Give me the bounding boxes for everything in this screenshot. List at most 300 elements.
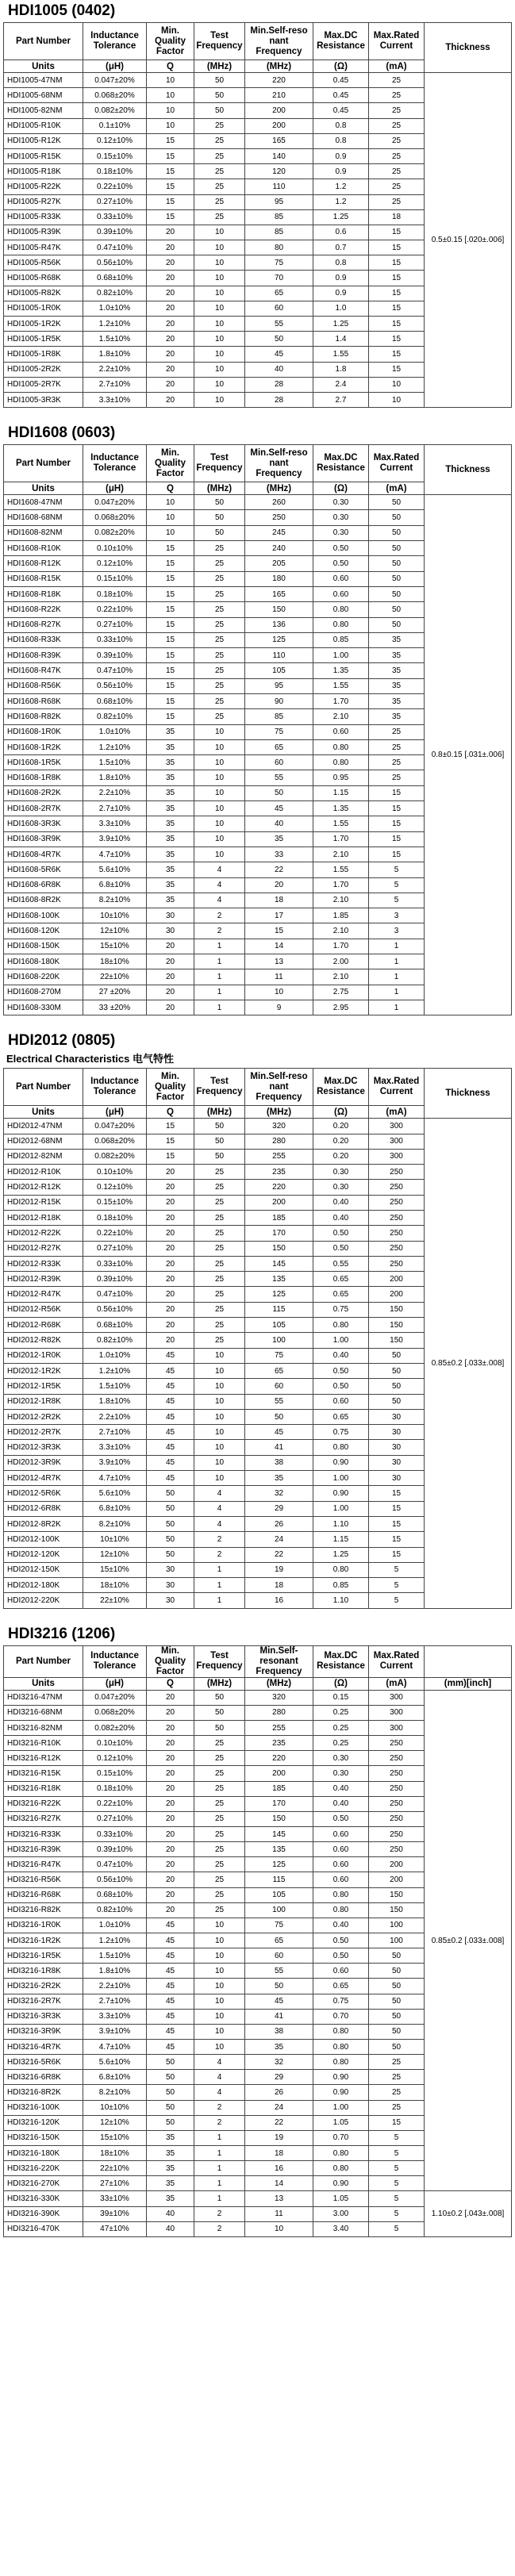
part-number-cell: HDI1608-220K <box>4 969 83 985</box>
srf-cell: 70 <box>245 271 313 286</box>
dc-resistance-cell: 0.30 <box>313 495 369 510</box>
srf-cell: 75 <box>245 255 313 271</box>
rated-current-cell: 200 <box>369 1872 425 1887</box>
thickness-cell: 0.85±0.2 [.033±.008] <box>425 1119 512 1609</box>
unit-part: Units <box>4 1106 83 1119</box>
srf-cell: 22 <box>245 2115 313 2130</box>
dc-resistance-cell: 0.50 <box>313 556 369 571</box>
thickness-cell: 0.5±0.15 [.020±.006] <box>425 73 512 408</box>
inductance-cell: 18±10% <box>83 954 147 969</box>
srf-cell: 50 <box>245 785 313 800</box>
srf-cell: 135 <box>245 1842 313 1857</box>
inductance-cell: 2.7±10% <box>83 1994 147 2009</box>
srf-cell: 10 <box>245 2221 313 2236</box>
unit-ind: (μH) <box>83 482 147 495</box>
part-number-cell: HDI1608-R10K <box>4 541 83 556</box>
header-q: Min. Quality Factor <box>147 445 194 482</box>
srf-cell: 28 <box>245 392 313 407</box>
test-frequency-cell: 10 <box>194 1440 245 1455</box>
quality-factor-cell: 20 <box>147 1333 194 1348</box>
rated-current-cell: 250 <box>369 1826 425 1841</box>
dc-resistance-cell: 0.9 <box>313 164 369 179</box>
table-row <box>4 1119 512 1134</box>
srf-cell: 45 <box>245 347 313 362</box>
rated-current-cell: 250 <box>369 1766 425 1781</box>
unit-freq: (MHz) <box>194 482 245 495</box>
test-frequency-cell: 10 <box>194 1363 245 1378</box>
inductance-cell: 1.5±10% <box>83 1948 147 1964</box>
inductance-cell: 0.56±10% <box>83 1872 147 1887</box>
quality-factor-cell: 20 <box>147 301 194 316</box>
inductance-cell: 8.2±10% <box>83 893 147 908</box>
unit-cur: (mA) <box>369 60 425 73</box>
srf-cell: 220 <box>245 73 313 88</box>
inductance-cell: 0.12±10% <box>83 133 147 148</box>
header-row <box>4 445 512 482</box>
test-frequency-cell: 25 <box>194 1272 245 1287</box>
inductance-cell: 3.3±10% <box>83 1440 147 1455</box>
quality-factor-cell: 20 <box>147 392 194 407</box>
inductance-cell: 0.82±10% <box>83 1902 147 1918</box>
test-frequency-cell: 10 <box>194 1964 245 1979</box>
test-frequency-cell: 25 <box>194 1211 245 1226</box>
dc-resistance-cell: 1.15 <box>313 1532 369 1547</box>
quality-factor-cell: 20 <box>147 1781 194 1796</box>
dc-resistance-cell: 0.25 <box>313 1721 369 1736</box>
inductance-cell: 1.2±10% <box>83 739 147 754</box>
inductance-cell: 0.068±20% <box>83 1134 147 1149</box>
dc-resistance-cell: 0.40 <box>313 1796 369 1811</box>
quality-factor-cell: 10 <box>147 88 194 103</box>
srf-cell: 41 <box>245 1440 313 1455</box>
test-frequency-cell: 25 <box>194 1811 245 1826</box>
quality-factor-cell: 45 <box>147 1471 194 1486</box>
rated-current-cell: 50 <box>369 541 425 556</box>
part-number-cell: HDI2012-100K <box>4 1532 83 1547</box>
part-number-cell: HDI1608-R68K <box>4 693 83 708</box>
header-dc-resistance: Max.DC Resistance <box>313 445 369 482</box>
srf-cell: 11 <box>245 2206 313 2221</box>
test-frequency-cell: 1 <box>194 2161 245 2176</box>
srf-cell: 22 <box>245 1547 313 1562</box>
inductance-cell: 0.18±10% <box>83 164 147 179</box>
test-frequency-cell: 1 <box>194 1000 245 1015</box>
test-frequency-cell: 25 <box>194 541 245 556</box>
srf-cell: 136 <box>245 617 313 632</box>
test-frequency-cell: 25 <box>194 1736 245 1751</box>
quality-factor-cell: 15 <box>147 678 194 693</box>
srf-cell: 125 <box>245 1287 313 1302</box>
inductance-cell: 0.10±10% <box>83 1736 147 1751</box>
inductance-cell: 33±10% <box>83 2191 147 2206</box>
rated-current-cell: 100 <box>369 1918 425 1933</box>
dc-resistance-cell: 1.05 <box>313 2191 369 2206</box>
inductance-cell: 1.5±10% <box>83 1379 147 1394</box>
quality-factor-cell: 50 <box>147 1501 194 1516</box>
quality-factor-cell: 15 <box>147 602 194 617</box>
rated-current-cell: 25 <box>369 2085 425 2100</box>
part-number-cell: HDI2012-R10K <box>4 1165 83 1180</box>
rated-current-cell: 50 <box>369 617 425 632</box>
dc-resistance-cell: 1.4 <box>313 332 369 347</box>
rated-current-cell: 15 <box>369 225 425 240</box>
header-test-frequency: Test Frequency <box>194 1645 245 1677</box>
dc-resistance-cell: 0.90 <box>313 1486 369 1501</box>
inductance-cell: 3.9±10% <box>83 831 147 847</box>
srf-cell: 260 <box>245 495 313 510</box>
part-number-cell: HDI3216-270K <box>4 2176 83 2191</box>
srf-cell: 105 <box>245 1887 313 1902</box>
rated-current-cell: 50 <box>369 495 425 510</box>
part-number-cell: HDI1005-82NM <box>4 103 83 118</box>
dc-resistance-cell: 0.8 <box>313 255 369 271</box>
rated-current-cell: 25 <box>369 103 425 118</box>
part-number-cell: HDI2012-1R2K <box>4 1363 83 1378</box>
dc-resistance-cell: 1.00 <box>313 648 369 663</box>
srf-cell: 85 <box>245 709 313 724</box>
part-number-cell: HDI3216-8R2K <box>4 2085 83 2100</box>
rated-current-cell: 10 <box>369 377 425 392</box>
inductance-cell: 5.6±10% <box>83 862 147 877</box>
quality-factor-cell: 20 <box>147 332 194 347</box>
unit-part: Units <box>4 1677 83 1690</box>
part-number-cell: HDI2012-R56K <box>4 1302 83 1317</box>
test-frequency-cell: 10 <box>194 1455 245 1470</box>
inductance-cell: 1.8±10% <box>83 347 147 362</box>
test-frequency-cell: 2 <box>194 908 245 923</box>
srf-cell: 65 <box>245 1363 313 1378</box>
srf-cell: 245 <box>245 525 313 540</box>
header-q: Min. Quality Factor <box>147 23 194 60</box>
unit-part: Units <box>4 482 83 495</box>
test-frequency-cell: 2 <box>194 1532 245 1547</box>
rated-current-cell: 25 <box>369 770 425 785</box>
inductance-cell: 0.27±10% <box>83 1241 147 1256</box>
part-number-cell: HDI1005-3R3K <box>4 392 83 407</box>
quality-factor-cell: 20 <box>147 1226 194 1241</box>
table-row <box>4 73 512 88</box>
part-number-cell: HDI1608-2R2K <box>4 785 83 800</box>
quality-factor-cell: 35 <box>147 847 194 862</box>
rated-current-cell: 1 <box>369 985 425 1000</box>
quality-factor-cell: 20 <box>147 1842 194 1857</box>
header-thickness: Thickness <box>425 1069 512 1119</box>
rated-current-cell: 50 <box>369 1379 425 1394</box>
srf-cell: 145 <box>245 1826 313 1841</box>
part-number-cell: HDI3216-1R2K <box>4 1933 83 1948</box>
part-number-cell: HDI1608-120K <box>4 923 83 939</box>
rated-current-cell: 5 <box>369 2130 425 2145</box>
rated-current-cell: 250 <box>369 1736 425 1751</box>
srf-cell: 65 <box>245 1933 313 1948</box>
dc-resistance-cell: 0.40 <box>313 1918 369 1933</box>
part-number-cell: HDI1005-R18K <box>4 164 83 179</box>
quality-factor-cell: 20 <box>147 954 194 969</box>
quality-factor-cell: 20 <box>147 1241 194 1256</box>
quality-factor-cell: 20 <box>147 1857 194 1872</box>
srf-cell: 45 <box>245 801 313 816</box>
dc-resistance-cell: 0.20 <box>313 1149 369 1164</box>
rated-current-cell: 250 <box>369 1211 425 1226</box>
header-inductance: Inductance Tolerance <box>83 23 147 60</box>
dc-resistance-cell: 0.85 <box>313 632 369 647</box>
srf-cell: 50 <box>245 1409 313 1424</box>
rated-current-cell: 250 <box>369 1195 425 1210</box>
quality-factor-cell: 45 <box>147 1933 194 1948</box>
rated-current-cell: 5 <box>369 2206 425 2221</box>
test-frequency-cell: 10 <box>194 255 245 271</box>
part-number-cell: HDI1005-1R2K <box>4 317 83 332</box>
test-frequency-cell: 25 <box>194 1857 245 1872</box>
quality-factor-cell: 15 <box>147 194 194 209</box>
quality-factor-cell: 45 <box>147 1425 194 1440</box>
test-frequency-cell: 10 <box>194 1394 245 1409</box>
rated-current-cell: 25 <box>369 2100 425 2115</box>
srf-cell: 18 <box>245 893 313 908</box>
srf-cell: 14 <box>245 939 313 954</box>
spec-table-hdi1608 <box>3 444 512 1015</box>
part-number-cell: HDI2012-5R6K <box>4 1486 83 1501</box>
rated-current-cell: 50 <box>369 1363 425 1378</box>
rated-current-cell: 150 <box>369 1333 425 1348</box>
quality-factor-cell: 45 <box>147 1918 194 1933</box>
part-number-cell: HDI2012-1R0K <box>4 1348 83 1363</box>
part-number-cell: HDI2012-R27K <box>4 1241 83 1256</box>
dc-resistance-cell: 0.60 <box>313 1826 369 1841</box>
srf-cell: 200 <box>245 1195 313 1210</box>
srf-cell: 255 <box>245 1721 313 1736</box>
part-number-cell: HDI3216-330K <box>4 2191 83 2206</box>
part-number-cell: HDI3216-R47K <box>4 1857 83 1872</box>
srf-cell: 135 <box>245 1272 313 1287</box>
dc-resistance-cell: 0.30 <box>313 1766 369 1781</box>
quality-factor-cell: 35 <box>147 785 194 800</box>
srf-cell: 14 <box>245 2176 313 2191</box>
dc-resistance-cell: 1.2 <box>313 179 369 194</box>
dc-resistance-cell: 0.85 <box>313 1578 369 1593</box>
test-frequency-cell: 25 <box>194 1781 245 1796</box>
rated-current-cell: 250 <box>369 1241 425 1256</box>
quality-factor-cell: 35 <box>147 739 194 754</box>
part-number-cell: HDI3216-1R8K <box>4 1964 83 1979</box>
test-frequency-cell: 25 <box>194 678 245 693</box>
test-frequency-cell: 25 <box>194 164 245 179</box>
test-frequency-cell: 50 <box>194 510 245 525</box>
rated-current-cell: 25 <box>369 2070 425 2085</box>
rated-current-cell: 15 <box>369 1547 425 1562</box>
part-number-cell: HDI2012-150K <box>4 1562 83 1577</box>
test-frequency-cell: 25 <box>194 1751 245 1766</box>
test-frequency-cell: 10 <box>194 392 245 407</box>
quality-factor-cell: 45 <box>147 1348 194 1363</box>
dc-resistance-cell: 0.20 <box>313 1119 369 1134</box>
test-frequency-cell: 25 <box>194 1902 245 1918</box>
inductance-cell: 0.68±10% <box>83 271 147 286</box>
header-test-frequency: Test Frequency <box>194 1069 245 1106</box>
quality-factor-cell: 20 <box>147 1211 194 1226</box>
dc-resistance-cell: 0.20 <box>313 1134 369 1149</box>
srf-cell: 19 <box>245 2130 313 2145</box>
rated-current-cell: 250 <box>369 1180 425 1195</box>
rated-current-cell: 200 <box>369 1287 425 1302</box>
srf-cell: 65 <box>245 739 313 754</box>
part-number-cell: HDI1005-1R5K <box>4 332 83 347</box>
inductance-cell: 2.7±10% <box>83 1425 147 1440</box>
quality-factor-cell: 20 <box>147 271 194 286</box>
rated-current-cell: 25 <box>369 194 425 209</box>
test-frequency-cell: 4 <box>194 1486 245 1501</box>
test-frequency-cell: 1 <box>194 985 245 1000</box>
rated-current-cell: 15 <box>369 255 425 271</box>
part-number-cell: HDI3216-47NM <box>4 1690 83 1705</box>
rated-current-cell: 200 <box>369 1857 425 1872</box>
dc-resistance-cell: 1.55 <box>313 678 369 693</box>
part-number-cell: HDI3216-68NM <box>4 1705 83 1720</box>
dc-resistance-cell: 0.65 <box>313 1287 369 1302</box>
srf-cell: 16 <box>245 1593 313 1608</box>
srf-cell: 200 <box>245 118 313 133</box>
test-frequency-cell: 25 <box>194 709 245 724</box>
inductance-cell: 0.39±10% <box>83 648 147 663</box>
inductance-cell: 4.7±10% <box>83 2039 147 2054</box>
quality-factor-cell: 40 <box>147 2206 194 2221</box>
inductance-cell: 0.082±20% <box>83 525 147 540</box>
srf-cell: 75 <box>245 1348 313 1363</box>
srf-cell: 38 <box>245 2024 313 2039</box>
rated-current-cell: 15 <box>369 271 425 286</box>
test-frequency-cell: 10 <box>194 1918 245 1933</box>
inductance-cell: 0.18±10% <box>83 1781 147 1796</box>
inductance-cell: 0.18±10% <box>83 1211 147 1226</box>
rated-current-cell: 5 <box>369 2176 425 2191</box>
dc-resistance-cell: 0.70 <box>313 2009 369 2024</box>
rated-current-cell: 250 <box>369 1811 425 1826</box>
part-number-cell: HDI1005-1R0K <box>4 301 83 316</box>
test-frequency-cell: 10 <box>194 1979 245 1994</box>
test-frequency-cell: 25 <box>194 1226 245 1241</box>
srf-cell: 125 <box>245 632 313 647</box>
test-frequency-cell: 25 <box>194 586 245 601</box>
part-number-cell: HDI1608-330M <box>4 1000 83 1015</box>
rated-current-cell: 150 <box>369 1887 425 1902</box>
test-frequency-cell: 10 <box>194 1379 245 1394</box>
srf-cell: 20 <box>245 877 313 893</box>
test-frequency-cell: 10 <box>194 785 245 800</box>
test-frequency-cell: 25 <box>194 194 245 209</box>
part-number-cell: HDI3216-82NM <box>4 1721 83 1736</box>
rated-current-cell: 250 <box>369 1226 425 1241</box>
part-number-cell: HDI1608-2R7K <box>4 801 83 816</box>
dc-resistance-cell: 0.80 <box>313 2024 369 2039</box>
section-subtitle: Electrical Characteristics 电气特性 <box>6 1053 174 1065</box>
dc-resistance-cell: 0.25 <box>313 1705 369 1720</box>
thickness-cell: 1.10±0.2 [.043±.008] <box>425 2191 512 2236</box>
rated-current-cell: 250 <box>369 1781 425 1796</box>
inductance-cell: 1.8±10% <box>83 1964 147 1979</box>
rated-current-cell: 35 <box>369 663 425 678</box>
quality-factor-cell: 15 <box>147 632 194 647</box>
srf-cell: 55 <box>245 1394 313 1409</box>
quality-factor-cell: 20 <box>147 1180 194 1195</box>
test-frequency-cell: 10 <box>194 1933 245 1948</box>
test-frequency-cell: 10 <box>194 1348 245 1363</box>
rated-current-cell: 50 <box>369 1394 425 1409</box>
srf-cell: 255 <box>245 1149 313 1164</box>
part-number-cell: HDI2012-8R2K <box>4 1516 83 1531</box>
test-frequency-cell: 4 <box>194 1501 245 1516</box>
srf-cell: 240 <box>245 541 313 556</box>
rated-current-cell: 200 <box>369 1272 425 1287</box>
quality-factor-cell: 45 <box>147 1394 194 1409</box>
header-inductance: Inductance Tolerance <box>83 1069 147 1106</box>
dc-resistance-cell: 0.75 <box>313 1302 369 1317</box>
dc-resistance-cell: 0.9 <box>313 271 369 286</box>
part-number-cell: HDI2012-2R7K <box>4 1425 83 1440</box>
dc-resistance-cell: 0.15 <box>313 1690 369 1705</box>
quality-factor-cell: 35 <box>147 2130 194 2145</box>
test-frequency-cell: 25 <box>194 1872 245 1887</box>
header-row <box>4 1069 512 1106</box>
srf-cell: 150 <box>245 1241 313 1256</box>
rated-current-cell: 25 <box>369 739 425 754</box>
rated-current-cell: 300 <box>369 1690 425 1705</box>
srf-cell: 85 <box>245 209 313 225</box>
inductance-cell: 0.47±10% <box>83 1287 147 1302</box>
rated-current-cell: 30 <box>369 1455 425 1470</box>
srf-cell: 320 <box>245 1690 313 1705</box>
srf-cell: 150 <box>245 1811 313 1826</box>
test-frequency-cell: 50 <box>194 1149 245 1164</box>
rated-current-cell: 5 <box>369 2221 425 2236</box>
inductance-cell: 0.10±10% <box>83 541 147 556</box>
part-number-cell: HDI3216-3R9K <box>4 2024 83 2039</box>
inductance-cell: 0.47±10% <box>83 1857 147 1872</box>
dc-resistance-cell: 0.6 <box>313 225 369 240</box>
header-thickness: Thickness <box>425 23 512 73</box>
dc-resistance-cell: 0.50 <box>313 1226 369 1241</box>
srf-cell: 32 <box>245 1486 313 1501</box>
dc-resistance-cell: 0.60 <box>313 1857 369 1872</box>
header-dc-resistance: Max.DC Resistance <box>313 1645 369 1677</box>
header-part-number: Part Number <box>4 1645 83 1677</box>
dc-resistance-cell: 2.95 <box>313 1000 369 1015</box>
rated-current-cell: 1 <box>369 939 425 954</box>
header-part-number: Part Number <box>4 23 83 60</box>
srf-cell: 18 <box>245 2145 313 2160</box>
srf-cell: 105 <box>245 663 313 678</box>
inductance-cell: 0.39±10% <box>83 225 147 240</box>
dc-resistance-cell: 1.35 <box>313 663 369 678</box>
rated-current-cell: 25 <box>369 133 425 148</box>
inductance-cell: 12±10% <box>83 1547 147 1562</box>
inductance-cell: 5.6±10% <box>83 1486 147 1501</box>
test-frequency-cell: 50 <box>194 73 245 88</box>
quality-factor-cell: 35 <box>147 801 194 816</box>
header-test-frequency: Test Frequency <box>194 23 245 60</box>
quality-factor-cell: 45 <box>147 1363 194 1378</box>
part-number-cell: HDI2012-82NM <box>4 1149 83 1164</box>
header-thickness: Thickness <box>425 445 512 495</box>
dc-resistance-cell: 0.95 <box>313 770 369 785</box>
dc-resistance-cell: 0.80 <box>313 2145 369 2160</box>
quality-factor-cell: 45 <box>147 1409 194 1424</box>
rated-current-cell: 25 <box>369 88 425 103</box>
rated-current-cell: 5 <box>369 1593 425 1608</box>
test-frequency-cell: 4 <box>194 893 245 908</box>
srf-cell: 115 <box>245 1302 313 1317</box>
test-frequency-cell: 10 <box>194 1994 245 2009</box>
part-number-cell: HDI1005-1R8K <box>4 347 83 362</box>
